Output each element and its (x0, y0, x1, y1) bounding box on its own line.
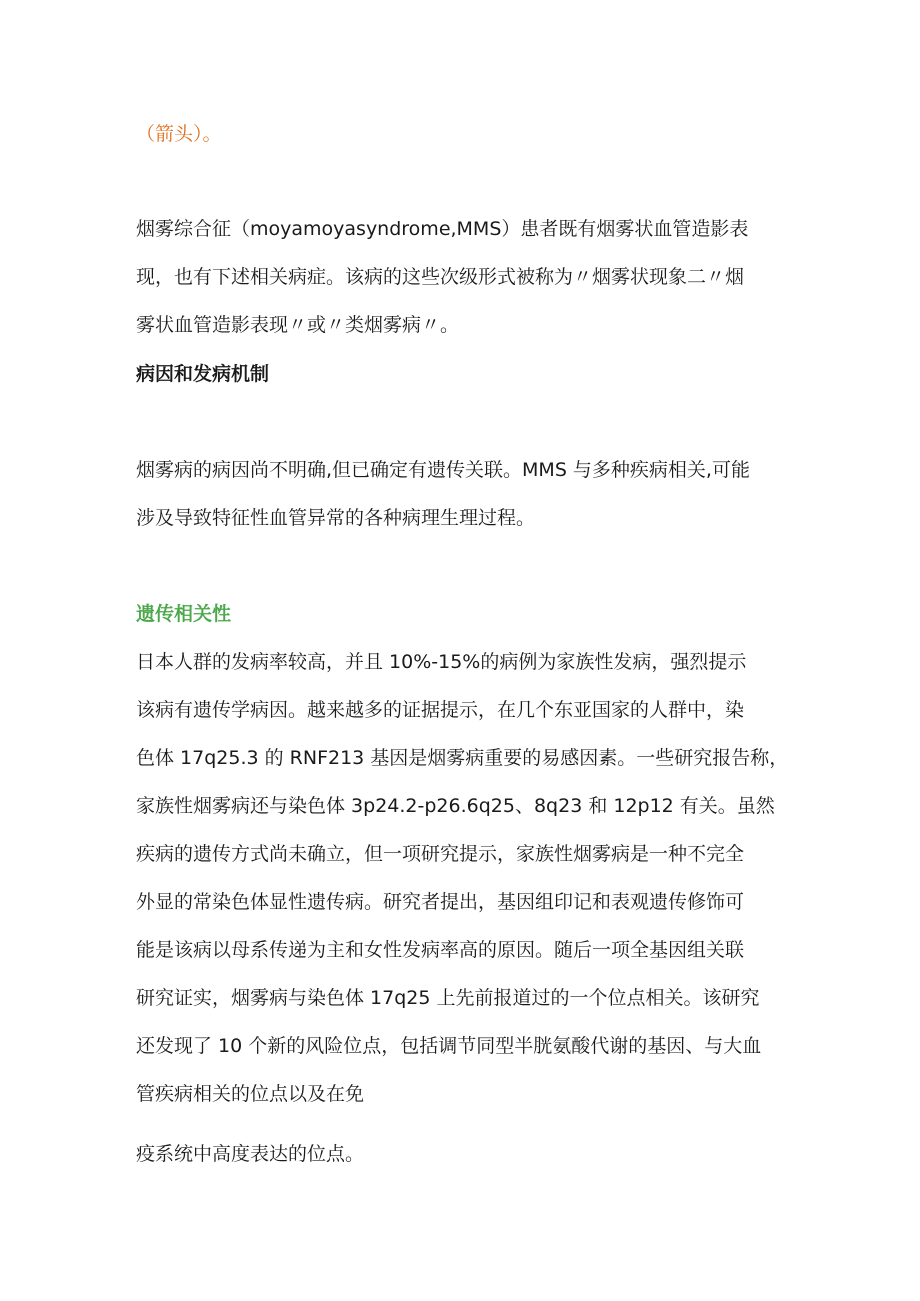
etiology-paragraph-line: 烟雾病的病因尚不明确,但已确定有遗传关联。MMS 与多种疾病相关,可能 (136, 459, 750, 481)
etiology-paragraph-line: 涉及导致特征性血管异常的各种病理生理过程。 (136, 507, 536, 529)
intro-fragment (136, 110, 788, 158)
mms-paragraph-line: 雾状血管造影表现〃或〃类烟雾病〃。 (136, 314, 460, 336)
genetics-paragraph-line: 该病有遗传学病因。越来越多的证据提示，在几个东亚国家的人群中，染 (136, 699, 745, 721)
mms-paragraph-line: 烟雾综合征（moyamoyasyndrome,MMS）患者既有烟雾状血管造影表 (136, 218, 749, 240)
final-line (136, 1130, 788, 1178)
genetics-paragraph-line: 色体 17q25.3 的 RNF213 基因是烟雾病重要的易感因素。一些研究报告称， (136, 747, 789, 769)
genetics-paragraph-line: 外显的常染色体显性遗传病。研究者提出，基因组印记和表观遗传修饰可 (136, 891, 745, 913)
mms-paragraph-line: 现，也有下述相关病症。该病的这些次级形式被称为〃烟雾状现象二〃烟 (136, 266, 745, 288)
genetics-paragraph-line: 疾病的遗传方式尚未确立，但一项研究提示，家族性烟雾病是一种不完全 (136, 843, 745, 865)
genetics-paragraph-line: 还发现了 10 个新的风险位点，包括调节同型半胱氨酸代谢的基因、与大血 (136, 1035, 762, 1057)
genetics-paragraph-line: 管疾病相关的位点以及在免 (136, 1083, 365, 1105)
genetics-paragraph-line: 能是该病以母系传递为主和女性发病率高的原因。随后一项全基因组关联 (136, 939, 745, 961)
mms-paragraph (136, 205, 788, 349)
genetics-heading (136, 590, 788, 638)
genetics-paragraph (136, 638, 788, 1118)
genetics-heading-text: 遗传相关性 (136, 603, 232, 625)
intro-fragment-text: （箭头）。 (136, 123, 222, 145)
genetics-paragraph-line: 研究证实，烟雾病与染色体 17q25 上先前报道过的一个位点相关。该研究 (136, 987, 760, 1009)
genetics-paragraph-line: 日本人群的发病率较高，并且 10%-15%的病例为家族性发病，强烈提示 (136, 651, 747, 673)
etiology-heading (136, 350, 788, 398)
final-line-text: 疫系统中高度表达的位点。 (136, 1143, 365, 1165)
etiology-heading-text: 病因和发病机制 (136, 363, 270, 385)
genetics-paragraph-line: 家族性烟雾病还与染色体 3p24.2-p26.6q25、8q23 和 12p12 有关。虽然 (136, 795, 775, 817)
etiology-paragraph (136, 446, 788, 542)
